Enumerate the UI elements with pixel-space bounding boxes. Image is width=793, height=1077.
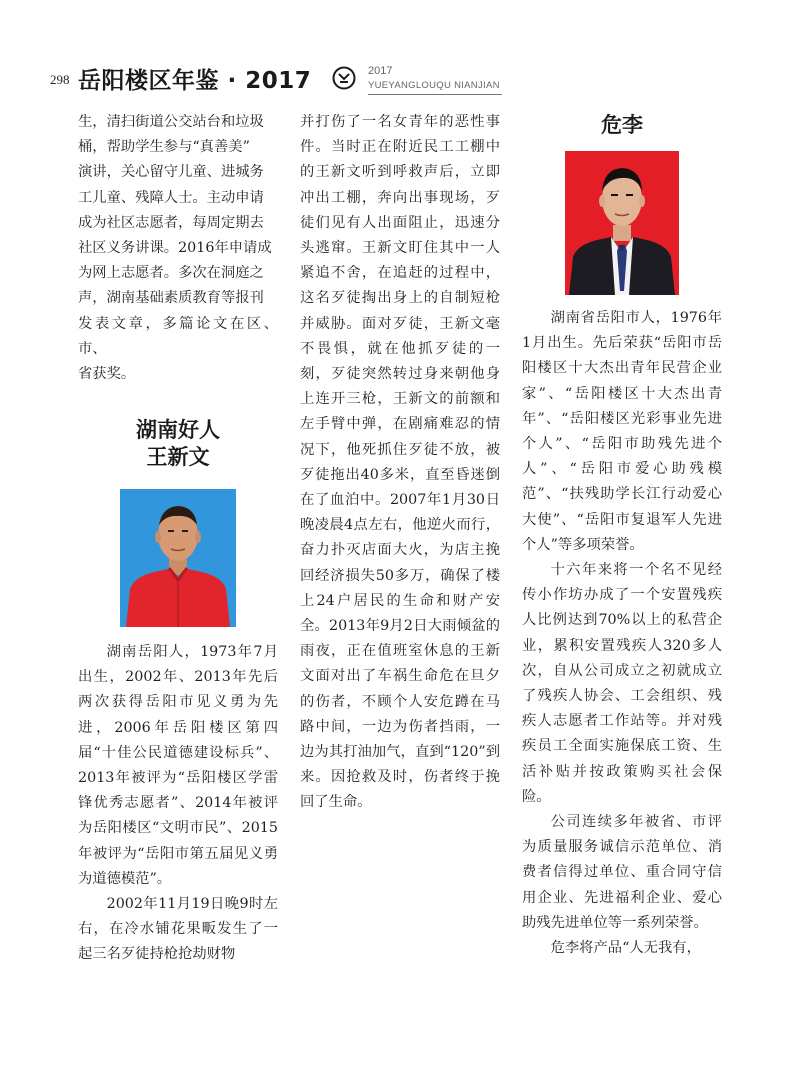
header-rule [368, 94, 502, 95]
intro-line: 生，清扫街道公交站台和垃圾 [78, 114, 264, 130]
section-heading-wei-li [522, 112, 722, 139]
product-paragraph: 危李将产品“人无我有， [550, 940, 701, 957]
header-pinyin: YUEYANGLOUQU NIANJIAN [368, 80, 500, 91]
honors-paragraph: 公司连续多年被省、市评为质量服务诚信示范单位、消费者信得过单位、重合同守信用企业、先进福利企业、爱心助残先进单位等一系列荣誉。 [522, 814, 722, 931]
intro-line: 声，湖南基础素质教育等报刊 [78, 290, 264, 307]
intro-line: 成为社区志愿者，每周定期去 [78, 214, 264, 231]
section-heading-wang-xinwen [78, 417, 278, 471]
intro-line: 社区义务讲课。2016年申请成 [78, 240, 272, 257]
heading-person-name: 王新文 [146, 445, 210, 469]
story-paragraph: 2002年11月19日晚9时左右，在冷水铺花果畈发生了一起三名歹徒持枪抢劫财物 [78, 896, 278, 963]
book-title: 岳阳楼区年鉴 · 2017 [78, 68, 312, 94]
intro-line: 演讲，关心留守儿童、进城务 [78, 164, 264, 181]
column-2 [300, 110, 500, 816]
bio-paragraph: 湖南岳阳人，1973年7月出生，2002年、2013年先后两次获得岳阳市见义勇为先进，2006年岳阳楼区第四届“十佳公民道德建设标兵”、2013年被评为“岳阳楼区学雷锋优秀志愿者”、2014年被评为岳阳楼区“文明市民”、2015年被评为“岳阳市第五届见义勇为道德模范”。 [78, 644, 278, 887]
intro-line: 省获奖。 [78, 366, 136, 383]
page-header [50, 60, 750, 96]
heading-title: 湖南好人 [136, 418, 220, 442]
intro-line: 发表文章，多篇论文在区、市、 [78, 315, 278, 357]
column-3-body [522, 306, 722, 961]
bio-paragraph: 湖南省岳阳市人，1976年1月出生。先后荣获“岳阳市岳阳楼区十大杰出青年民营企业家”、“岳阳楼区十大杰出青年”、“岳阳楼区光彩事业先进个人”、“岳阳市助残先进个人”、“岳阳市爱心助残模范”、“扶残助学长江行动爱心大使”、“岳阳市复退军人先进个人”等多项荣誉。 [522, 310, 722, 553]
column-1-body [78, 640, 278, 968]
business-paragraph: 十六年来将一个名不见经传小作坊办成了一个安置残疾人比例达到70%以上的私营企业，累积安置残疾人320多人次，自从公司成立之初就成立了残疾人协会、工会组织、残疾人志愿者工作站等。并对残疾员工全面实施保底工资、生活补贴并按政策购买社会保险。 [522, 562, 722, 805]
column-1 [78, 110, 278, 387]
intro-line: 为网上志愿者。多次在洞庭之 [78, 265, 264, 282]
header-year: 2017 [368, 65, 393, 77]
story-paragraph-continued: 并打伤了一名女青年的恶性事件。当时正在附近民工工棚中的王新文听到呼救声后，立即冲出工棚，奔向出事现场，歹徒们见有人出面阻止，迅速分头逃窜。王新文盯住其中一人紧追不舍，在追赶的过程中，这名歹徒掏出身上的自制短枪并威胁。面对歹徒，王新文毫不畏惧，就在他抓歹徒的一刻，歹徒突然转过身来朝他身上连开三枪，王新文的前额和左手臂中弹，在剧痛难忍的情况下，他死抓住歹徒不放，被歹徒拖出40多米，直至昏迷倒在了血泊中。2007年1月30日晚凌晨4点左右，他逆火而行，奋力扑灭店面大火，为店主挽回经济损失50多万，确保了楼上24户居民的生命和财产安全。2013年9月2日大雨倾盆的雨夜，正在值班室休息的王新文面对出了车祸生命危在旦夕的伤者，不顾个人安危蹲在马路中间，一边为伤者挡雨，一边为其打油加气，直到“120”到来。因抢救及时，伤者终于挽回了生命。 [300, 114, 500, 811]
heading-person-name: 危李 [601, 113, 643, 137]
intro-line: 桶，帮助学生参与“真善美” [78, 139, 250, 156]
page-number: 298 [50, 72, 70, 87]
portrait-photo-wang-xinwen [120, 489, 236, 627]
circle-arrow-icon [332, 66, 356, 90]
intro-line: 工儿童、残障人士。主动申请 [78, 189, 264, 206]
portrait-photo-wei-li [565, 151, 679, 295]
